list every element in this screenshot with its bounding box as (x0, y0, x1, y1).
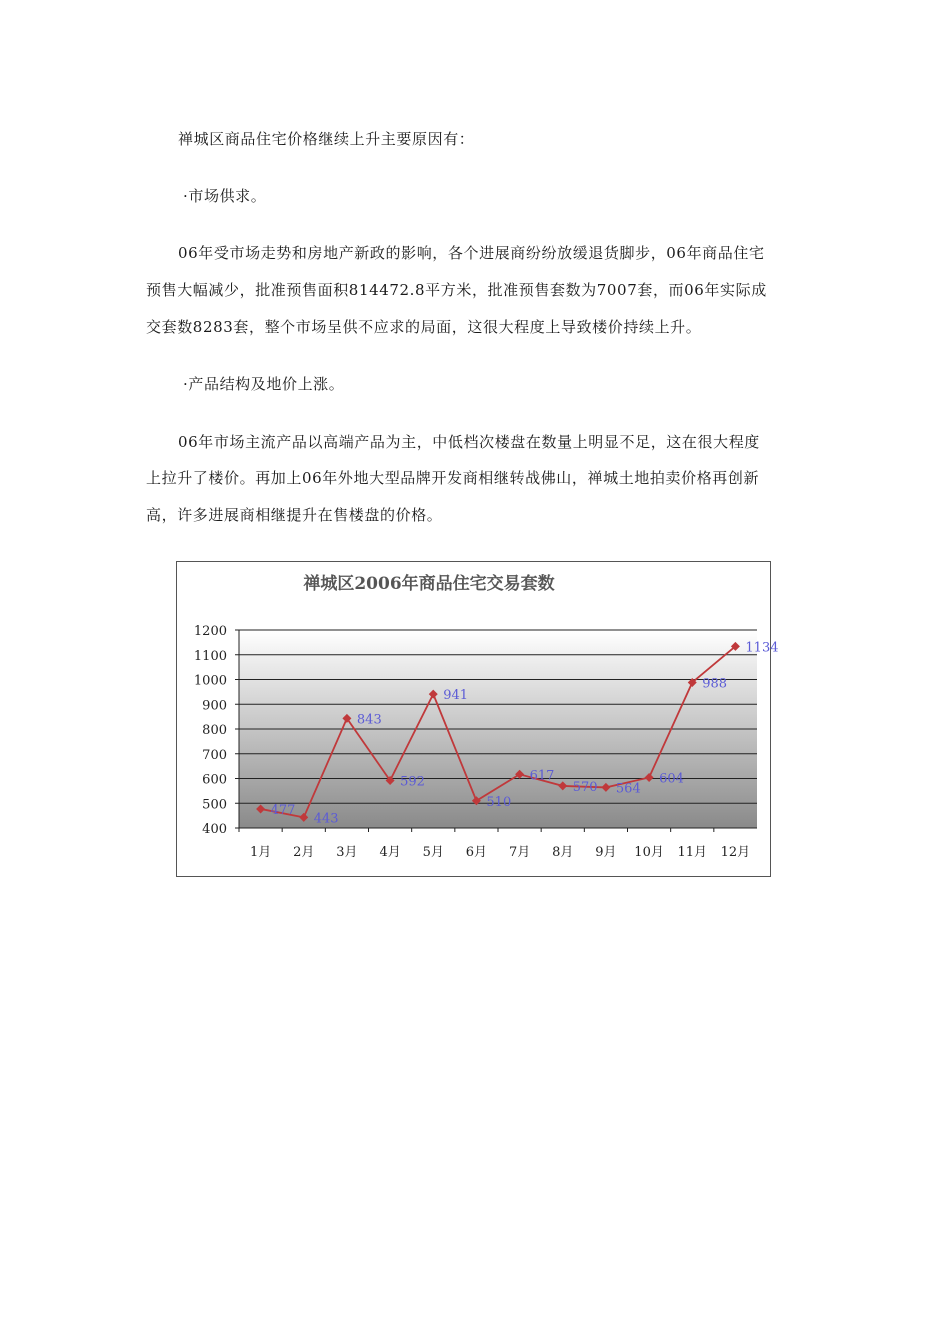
paragraph-1-line-2: 预售大幅减少，批准预售面积814472.8平方米，批准预售套数为7007套，而06年实际成 (146, 281, 767, 299)
data-label: 564 (615, 781, 641, 797)
y-tick-label: 600 (202, 772, 227, 788)
chart-frame (176, 561, 779, 877)
paragraph-1-line-1: 06年受市场走势和房地产新政的影响，各个进展商纷纷放缓退货脚步，06年商品住宅 (178, 244, 765, 262)
y-tick-label: 500 (202, 797, 227, 813)
data-label: 988 (702, 676, 728, 692)
data-label: 592 (400, 774, 425, 790)
x-tick-label: 3月 (336, 845, 358, 860)
data-label: 1134 (745, 640, 779, 656)
bullet-market-supply: ·市场供求。 (183, 187, 267, 205)
x-tick-label: 4月 (379, 845, 401, 860)
chart-title: 禅城区2006年商品住宅交易套数 (303, 574, 555, 594)
paragraph-2-line-2: 上拉升了楼价。再加上06年外地大型品牌开发商相继转战佛山，禅城土地拍卖价格再创新 (146, 469, 760, 487)
x-tick-label: 1月 (249, 845, 272, 860)
data-label: 843 (356, 712, 382, 728)
data-label: 570 (572, 779, 598, 795)
data-label: 941 (443, 688, 469, 704)
x-tick-label: 6月 (465, 845, 488, 860)
section-heading: 禅城区商品住宅价格继续上升主要原因有： (178, 130, 475, 148)
bullet-product-structure: ·产品结构及地价上涨。 (183, 375, 345, 393)
x-tick-label: 9月 (595, 845, 617, 860)
paragraph-2-line-3: 高，许多进展商相继提升在售楼盘的价格。 (146, 506, 443, 524)
x-tick-label: 5月 (422, 845, 444, 860)
data-label: 604 (659, 771, 684, 787)
x-tick-label: 2月 (293, 845, 315, 860)
y-tick-label: 1000 (193, 673, 227, 689)
x-tick-label: 8月 (552, 845, 574, 860)
x-tick-label: 10月 (634, 845, 664, 860)
y-tick-label: 1200 (193, 624, 227, 639)
x-tick-label: 12月 (720, 845, 751, 860)
data-label: 510 (486, 794, 512, 810)
paragraph-2-line-1: 06年市场主流产品以高端产品为主，中低档次楼盘在数量上明显不足，这在很大程度 (178, 433, 760, 451)
y-tick-label: 1100 (193, 648, 227, 664)
y-tick-label: 900 (202, 698, 227, 714)
x-tick-label: 11月 (677, 845, 708, 860)
data-label: 443 (313, 811, 339, 827)
data-label: 477 (270, 802, 296, 818)
y-tick-label: 700 (202, 747, 227, 763)
line-chart (177, 562, 779, 876)
data-label: 617 (529, 768, 555, 784)
paragraph-1-line-3: 交套数8283套，整个市场呈供不应求的局面，这很大程度上导致楼价持续上升。 (146, 318, 702, 336)
y-tick-label: 400 (202, 822, 227, 837)
x-tick-label: 7月 (508, 845, 531, 860)
y-tick-label: 800 (202, 723, 227, 738)
